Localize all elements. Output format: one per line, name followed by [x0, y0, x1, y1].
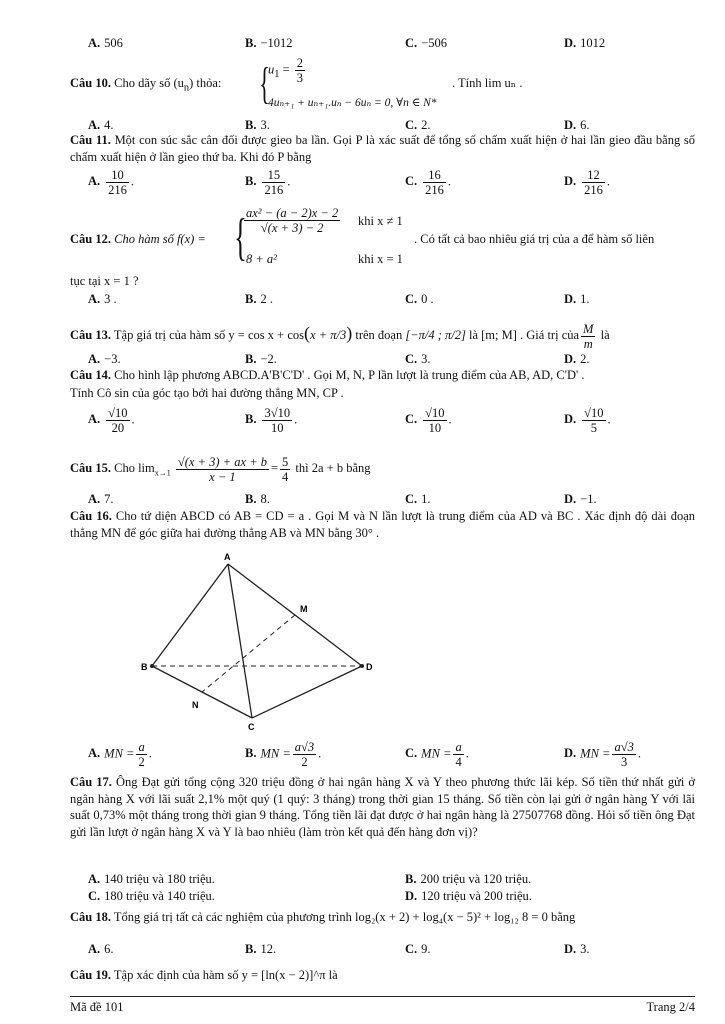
q18-options [88, 942, 695, 958]
q12-option-b[interactable]: B. 2 . [245, 292, 273, 306]
q10-stem: Câu 10. Cho dãy số $(u_n)$ thỏa: { $u_1$ = $\frac{2}{3}$ 4uₙ₊₁ + uₙ₊₁.uₙ − 6uₙ = 0, ∀n ∈ N* . Tính lim uₙ . [70, 56, 523, 109]
q11-options [88, 168, 695, 202]
q9-option-c[interactable]: C. −506 [405, 36, 447, 50]
q12-option-c[interactable]: C. 0 . [405, 292, 434, 306]
edge-cd [252, 666, 362, 718]
q12-option-a[interactable]: A. 3 . [88, 292, 117, 306]
q14-options [88, 406, 695, 442]
q13-option-b[interactable]: B. −2. [245, 352, 277, 366]
q14-option-c[interactable]: C. $\frac{√10}{10}$ . [405, 406, 452, 435]
q9-option-a[interactable]: A. 506 [88, 36, 123, 50]
q15-stem: Câu 15. Cho $\lim_{x\to 1}$ $\frac{√(x + 3) + ax + b}{x - 1}$ = $\frac{5}{4}$ thì 2a + b bằng [70, 454, 371, 484]
q17-options-row2 [88, 889, 695, 905]
q12-brace: { [234, 209, 247, 266]
q18-stem: Câu 18. Tổng giá trị tất cả các nghiệm của phương trình log₂(x + 2) + log₄(x − 5)² + log₁₂ 8 = 0 bằng [70, 910, 576, 924]
q13-option-c[interactable]: C. 3. [405, 352, 431, 366]
q10-option-b[interactable]: B. 3. [245, 118, 270, 132]
label-d: D [366, 662, 373, 672]
q16-options [88, 740, 695, 776]
q11-option-a[interactable]: A. $\frac{10}{216}$ . [88, 168, 135, 197]
q12-option-d[interactable]: D. 1. [564, 292, 590, 306]
q16-option-c[interactable]: C. MN = $\frac{a}{4}$ . [405, 740, 469, 769]
q15-options [88, 492, 695, 508]
label-a: A [224, 552, 231, 562]
q12-case2-cond: khi x = 1 [358, 252, 403, 266]
q10-sys-line2: 4uₙ₊₁ + uₙ₊₁.uₙ − 6uₙ = 0, ∀n ∈ N* [268, 97, 437, 109]
label-n: N [192, 700, 199, 710]
q16-option-a[interactable]: A. MN = $\frac{a}{2}$ . [88, 740, 152, 769]
q11-stem: Câu 11. Một con súc sắc cân đối được gieo ba lần. Gọi P là xác suất để tổng số chấm xuất hiện ở hai lần gieo đầu bằng số chấm xuất hiện ở lần gieo thứ ba. Khi đó P bằng [70, 133, 696, 164]
q17-option-a[interactable]: A. 140 triệu và 180 triệu. [88, 872, 215, 886]
q9-option-b[interactable]: B. −1012 [245, 36, 293, 50]
q15-option-b[interactable]: B. 8. [245, 492, 270, 506]
label-m: M [300, 604, 308, 614]
q18-option-c[interactable]: C. 9. [405, 942, 431, 956]
q14-stem-line1: Câu 14. Cho hình lập phương ABCD.A'B'C'D' . Gọi M, N, P lần lượt là trung điểm của AB, AD, C'D' . [70, 368, 585, 382]
q14-option-a[interactable]: A. $\frac{√10}{20}$ . [88, 406, 135, 435]
q11-option-d[interactable]: D. $\frac{12}{216}$ . [564, 168, 611, 197]
q14-stem-line2: Tính Cô sin của góc tạo bởi hai đường thẳng MN, CP . [70, 386, 344, 400]
q16-stem: Câu 16. Cho tứ diện ABCD có AB = CD = a . Gọi M và N lần lượt là trung điểm của AD và BC . Xác định độ dài đoạn thẳng MN để góc giữa hai đường thẳng AB và MN bằng 30° . [70, 509, 696, 540]
page-footer [70, 996, 695, 1015]
q17-options-row1 [88, 872, 695, 888]
label-c: C [248, 722, 255, 730]
q18-option-d[interactable]: D. 3. [564, 942, 590, 956]
footer-exam-code: Mã đề 101 [70, 1000, 124, 1014]
q18-option-a[interactable]: A. 6. [88, 942, 114, 956]
q12-case2: 8 + a² [246, 252, 277, 266]
q10-brace: { [259, 59, 270, 108]
q12-tail: . Có tất cả bao nhiêu giá trị của a để hàm số liên [414, 232, 655, 246]
tetrahedron-figure [140, 550, 380, 730]
q16-option-d[interactable]: D. MN = $\frac{a√3}{3}$ . [564, 740, 641, 769]
q13-option-a[interactable]: A. −3. [88, 352, 121, 366]
q10-option-d[interactable]: D. 6. [564, 118, 590, 132]
q10-option-a[interactable]: A. 4. [88, 118, 114, 132]
q12-options [88, 292, 695, 308]
q17-stem: Câu 17. Ông Đạt gửi tổng cộng 320 triệu đồng ở hai ngân hàng X và Y theo phương thức lãi kép. Số tiền thứ nhất gửi ở ngân hàng X với lãi suất 2,1% một quý (1 quý: 3 tháng) trong thời gian 15 tháng. Số tiền còn lại gửi ở ngân hàng Y với lãi suất 0,73% một tháng trong thời gian 9 tháng. Tổng tiền lãi đạt được ở hai ngân hàng là 27507768 đồng. Hỏi số tiền ông Đạt gửi lần lượt ở ngân hàng X và Y là bao nhiêu (làm tròn kết quả đến hàng đơn vị)? [70, 775, 696, 839]
q18-option-b[interactable]: B. 12. [245, 942, 277, 956]
q12-case1-cond: khi x ≠ 1 [358, 214, 403, 228]
edge-ac [228, 564, 252, 718]
q12-stem: Câu 12. Cho hàm số f(x) = { $\frac{\text{ax² − (a − 2)x − 2}}{√(x + 3) - 2}$ khi x ≠ 1 8 + a² khi x = 1 . Có tất cả bao nhiêu giá trị của a để hàm số liên [70, 206, 655, 266]
q14-option-b[interactable]: B. $\frac{3√10}{10}$ . [245, 406, 298, 435]
q13-option-d[interactable]: D. 2. [564, 352, 590, 366]
q15-option-c[interactable]: C. 1. [405, 492, 431, 506]
q17-option-c[interactable]: C. 180 triệu và 140 triệu. [88, 889, 215, 903]
label-b: B [141, 662, 148, 672]
q10-option-c[interactable]: C. 2. [405, 118, 431, 132]
footer-page-number: Trang 2/4 [646, 1000, 695, 1014]
q12-case1: $\frac{\text{ax² − (a − 2)x − 2}}{√(x + 3) - 2}$ [246, 206, 339, 235]
q16-option-b[interactable]: B. MN = $\frac{a√3}{2}$ . [245, 740, 322, 769]
q17-option-d[interactable]: D. 120 triệu và 200 triệu. [405, 889, 532, 903]
q11-option-b[interactable]: B. $\frac{15}{216}$ . [245, 168, 291, 197]
segment-mn [202, 615, 295, 692]
q15-option-a[interactable]: A. 7. [88, 492, 114, 506]
q12-line2: tục tại x = 1 ? [70, 274, 139, 288]
q19-stem: Câu 19. Tập xác định của hàm số y = [ln(x − 2)]^π là [70, 968, 338, 982]
edge-ab [152, 564, 228, 666]
q17-option-b[interactable]: B. 200 triệu và 120 triệu. [405, 872, 532, 886]
q14-option-d[interactable]: D. $\frac{√10}{5}$ . [564, 406, 611, 435]
q13-options [88, 352, 695, 368]
q10-tail: . Tính lim uₙ . [452, 76, 523, 90]
q13-stem: Câu 13. Tập giá trị của hàm số y = cos x + cos(x + π/3) trên đoạn [−π/4 ; π/2] là [m; M] . Giá trị của $\frac{M}{m}$ là [70, 321, 610, 351]
q10-sys-line1: $u_1$ = $\frac{2}{3}$ [268, 56, 304, 85]
q9-options [88, 36, 695, 52]
q11-option-c[interactable]: C. $\frac{16}{216}$ . [405, 168, 452, 197]
q9-option-d[interactable]: D. 1012 [564, 36, 606, 50]
q15-option-d[interactable]: D. −1. [564, 492, 597, 506]
